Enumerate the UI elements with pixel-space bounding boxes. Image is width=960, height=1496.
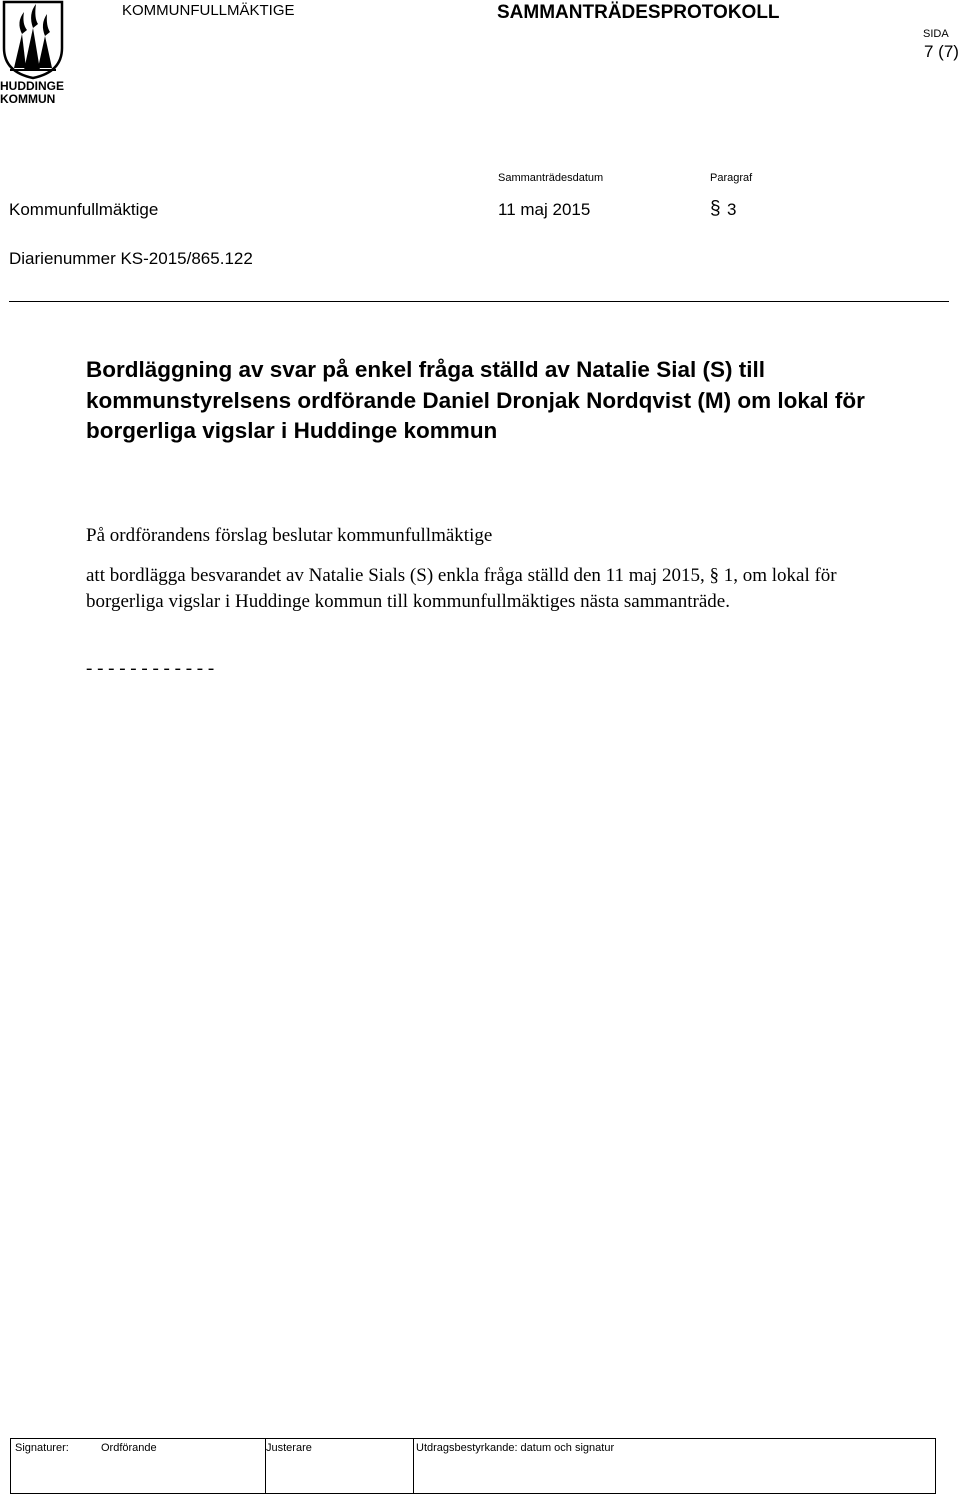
page-number: 7 (7) — [924, 42, 959, 61]
logo-text: HUDDINGE KOMMUN — [0, 79, 65, 106]
extract-label: Utdragsbestyrkande: datum och signatur — [416, 1442, 615, 1454]
adjuster-label: Justerare — [266, 1442, 312, 1454]
signature-cell-adjuster — [266, 1439, 414, 1493]
signature-table — [10, 1438, 936, 1494]
signature-cell-extract — [414, 1439, 935, 1493]
page-label: SIDA — [923, 28, 949, 40]
signatures-label: Signaturer: — [15, 1442, 69, 1454]
meeting-body: Kommunfullmäktige — [9, 200, 159, 219]
meeting-date: 11 maj 2015 — [498, 200, 591, 219]
decision-intro: På ordförandens förslag beslutar kommunfullmäktige — [86, 525, 493, 546]
paragraph-label: Paragraf — [710, 172, 753, 184]
end-separator: - - - - - - - - - - - - — [86, 658, 215, 679]
meeting-date-label: Sammanträdesdatum — [498, 172, 604, 184]
diarienummer: Diarienummer KS-2015/865.122 — [9, 249, 253, 268]
paragraph-sign: § — [710, 198, 721, 219]
decision-text: att bordlägga besvarandet av Natalie Sials (S) enkla fråga ställd den 11 maj 2015, § 1, om lokal för borgerliga vigslar i Huddinge kommun till kommunfullmäktiges nästa sammanträde. — [86, 565, 837, 612]
coat-of-arms-icon — [0, 0, 66, 80]
header-body-name: KOMMUNFULLMÄKTIGE — [122, 2, 295, 19]
paragraph-number: 3 — [727, 200, 737, 219]
item-title: Bordläggning av svar på enkel fråga ställd av Natalie Sial (S) till kommunstyrelsens ordförande Daniel Dronjak Nordqvist (M) om lokal för borgerliga vigslar i Huddinge kommun — [86, 357, 865, 443]
header-divider — [9, 301, 949, 302]
chair-label: Ordförande — [101, 1442, 157, 1454]
document-type: SAMMANTRÄDESPROTOKOLL — [497, 2, 780, 23]
signature-cell-chair — [11, 1439, 266, 1493]
